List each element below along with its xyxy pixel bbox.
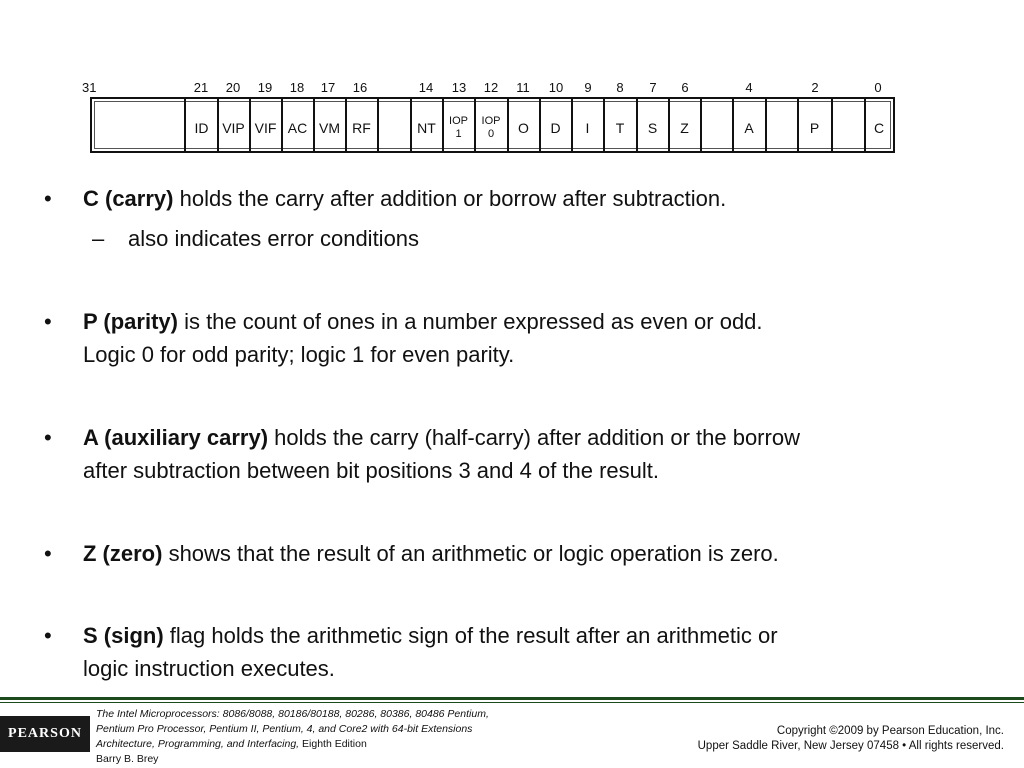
flag-cell-a: A — [744, 120, 754, 136]
bit-number: 17 — [320, 80, 336, 95]
flag-cell-id: ID — [194, 120, 209, 136]
bullet-sign — [44, 619, 1018, 685]
bit-number: 20 — [225, 80, 241, 95]
bit-number: 2 — [811, 80, 819, 95]
flag-cell-iop1 — [443, 97, 474, 153]
bit-number: 12 — [483, 80, 499, 95]
book-author: Barry B. Brey — [96, 753, 159, 765]
bit-number: 31 — [82, 80, 97, 95]
bullet-text-line2: after subtraction between bit positions 3 and 4 of the result. — [83, 458, 660, 483]
bullet-term: P (parity) — [83, 309, 178, 334]
flag-cell-nt: NT — [417, 120, 436, 136]
footer-rule — [0, 697, 1024, 700]
bullet-text: flag holds the arithmetic sign of the result after an arithmetic or — [163, 623, 778, 648]
flag-cell-vm: VM — [319, 120, 340, 136]
bit-number: 16 — [352, 80, 368, 95]
bullet-glyph: • — [44, 309, 52, 334]
copyright-notice — [698, 724, 1004, 754]
bullet-carry — [44, 182, 1018, 215]
bullet-auxiliary-carry — [44, 421, 1018, 487]
cell-divider — [377, 97, 379, 153]
bullet-parity — [44, 305, 1018, 371]
flag-cell-sublabel: 0 — [487, 128, 495, 140]
book-edition: Eighth Edition — [299, 738, 367, 750]
bullet-text: shows that the result of an arithmetic or logic operation is zero. — [162, 541, 779, 566]
book-citation — [96, 707, 566, 767]
bullet-text: holds the carry (half-carry) after addition or the borrow — [268, 425, 800, 450]
eflags-register-diagram — [0, 0, 1024, 160]
flag-cell-label: IOP — [449, 115, 468, 127]
bit-number: 0 — [874, 80, 882, 95]
flag-cell-t: T — [615, 120, 625, 136]
copyright-line1: Copyright ©2009 by Pearson Education, Inc. — [776, 725, 1004, 737]
book-editions-line2: Pentium Pro Processor, Pentium II, Pentium, 4, and Core2 with 64-bit Extensions — [96, 723, 473, 735]
flag-cell-o: O — [518, 120, 529, 136]
flag-cell-z: Z — [680, 120, 689, 136]
bit-number: 7 — [649, 80, 657, 95]
sub-bullet-glyph: – — [92, 226, 105, 251]
bullet-text: is the count of ones in a number expressed as even or odd. — [177, 309, 763, 334]
bit-number: 6 — [681, 80, 689, 95]
flag-cell-vip: VIP — [222, 120, 245, 136]
cell-divider — [831, 97, 833, 153]
book-subtitle: Architecture, Programming, and Interfacing, — [96, 738, 300, 750]
bullet-glyph: • — [44, 541, 52, 566]
bit-number: 13 — [451, 80, 467, 95]
bullet-glyph: • — [44, 623, 52, 648]
flag-cell-p: P — [809, 120, 820, 136]
copyright-line2: Upper Saddle River, New Jersey 07458 • All rights reserved. — [697, 740, 1004, 752]
book-title: The Intel Microprocessors: — [96, 708, 220, 720]
book-editions: 8086/8088, 80186/80188, 80286, 80386, 80486 Pentium, — [219, 708, 489, 720]
pearson-logo: PEARSON — [0, 716, 90, 752]
flag-cell-iop0 — [475, 97, 507, 153]
bullet-glyph: • — [44, 425, 52, 450]
bit-number: 8 — [616, 80, 624, 95]
bit-number: 14 — [418, 80, 434, 95]
sub-bullet-text: also indicates error conditions — [128, 226, 420, 251]
cell-divider — [765, 97, 767, 153]
bullet-glyph: • — [44, 186, 52, 211]
bullet-term: S (sign) — [83, 623, 164, 648]
bit-number: 19 — [257, 80, 273, 95]
flag-cell-sublabel: 1 — [455, 128, 462, 140]
flag-cell-c: C — [873, 120, 885, 136]
flag-cell-label: IOP — [481, 115, 501, 127]
flag-cell-vif: VIF — [254, 120, 277, 136]
bit-number: 21 — [193, 80, 209, 95]
bullet-text: holds the carry after addition or borrow after subtraction. — [173, 186, 727, 211]
bit-number: 9 — [584, 80, 592, 95]
flag-cell-rf: RF — [352, 120, 371, 136]
bit-number: 11 — [516, 80, 530, 95]
cell-divider — [700, 97, 702, 153]
footer-rule-thin — [0, 702, 1024, 703]
bullet-term: Z (zero) — [83, 541, 163, 566]
bit-number: 10 — [548, 80, 564, 95]
bit-number: 18 — [289, 80, 305, 95]
flag-cell-s: S — [647, 120, 658, 136]
bit-number: 4 — [745, 80, 753, 95]
bullet-zero — [44, 537, 1018, 570]
bullet-term: C (carry) — [83, 186, 174, 211]
flag-cell-d: D — [550, 120, 561, 136]
bullet-text-line2: Logic 0 for odd parity; logic 1 for even parity. — [83, 342, 515, 367]
sub-bullet-error — [92, 222, 420, 255]
flag-cell-i: I — [585, 120, 590, 136]
bullet-text-line2: logic instruction executes. — [83, 656, 335, 681]
bullet-term: A (auxiliary carry) — [83, 425, 269, 450]
flag-cell-ac: AC — [287, 120, 308, 136]
